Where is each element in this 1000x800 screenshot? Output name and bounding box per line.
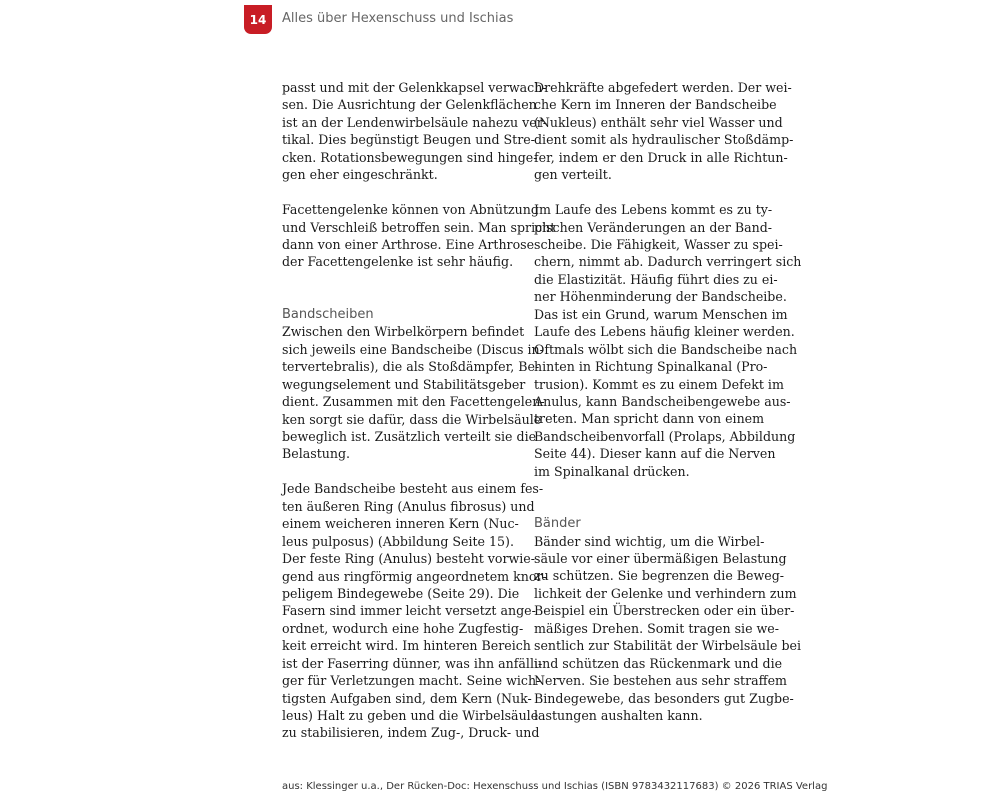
text-line: ordnet, wodurch eine hohe Zugfestig- bbox=[282, 620, 524, 636]
text-line: ist an der Lendenwirbelsäule nahezu ver- bbox=[282, 114, 547, 130]
paragraph-gap bbox=[282, 271, 526, 306]
text-line: (Nukleus) enthält sehr viel Wasser und bbox=[534, 114, 783, 130]
text-line: pischen Veränderungen an der Band- bbox=[534, 219, 773, 235]
text-line: Nerven. Sie bestehen aus sehr straffem bbox=[534, 673, 787, 689]
text-line: leus) Halt zu geben und die Wirbelsäule bbox=[282, 708, 539, 723]
text-line: hinten in Richtung Spinalkanal (Pro- bbox=[534, 359, 768, 375]
text-line: zu stabilisieren, indem Zug-, Druck- und bbox=[282, 725, 540, 741]
text-line: gend aus ringförmig angeordnetem knor- bbox=[282, 568, 547, 584]
text-line: leus pulposus) (Abbildung Seite 15). bbox=[282, 533, 514, 549]
text-line: und schützen das Rückenmark und die bbox=[534, 655, 783, 671]
text-line: sentlich zur Stabilität der Wirbelsäule bei bbox=[534, 638, 802, 654]
text-line: ken sorgt sie dafür, dass die Wirbelsäule bbox=[282, 411, 542, 427]
text-line: tervertebralis), die als Stoßdämpfer, Be- bbox=[282, 359, 540, 375]
paragraph bbox=[534, 533, 802, 725]
text-line: säule vor einer übermäßigen Belastung bbox=[534, 551, 787, 566]
text-line: Zwischen den Wirbelkörpern befindet bbox=[282, 324, 525, 340]
text-line: und Verschleiß betroffen sein. Man spricht bbox=[282, 219, 556, 235]
text-line: che Kern im Inneren der Bandscheibe bbox=[534, 97, 777, 113]
paragraph bbox=[534, 79, 794, 184]
text-line: cken. Rotationsbewegungen sind hinge- bbox=[282, 149, 538, 165]
text-line: ner Höhenminderung der Bandscheibe. bbox=[534, 289, 787, 305]
text-line: Drehkräfte abgefedert werden. Der wei- bbox=[534, 80, 792, 95]
text-line: Bindegewebe, das besonders gut Zugbe- bbox=[534, 690, 794, 706]
text-line: mäßiges Drehen. Somit tragen sie we- bbox=[534, 620, 780, 636]
text-line: gen eher eingeschränkt. bbox=[282, 167, 438, 183]
text-line: lastungen aushalten kann. bbox=[534, 707, 703, 723]
text-line: lichkeit der Gelenke und verhindern zum bbox=[534, 585, 797, 601]
text-line: sen. Die Ausrichtung der Gelenkflächen bbox=[282, 97, 537, 113]
text-line: dient. Zusammen mit den Facettengelen- bbox=[282, 394, 545, 410]
text-line: passt und mit der Gelenkkapsel verwach- bbox=[282, 80, 547, 95]
paragraph bbox=[282, 201, 556, 271]
right-text-column bbox=[534, 79, 802, 724]
paragraph bbox=[282, 79, 547, 184]
text-line: Belastung. bbox=[282, 446, 351, 462]
text-line: dann von einer Arthrose. Eine Arthrose bbox=[282, 237, 535, 252]
text-line: Der feste Ring (Anulus) besteht vorwie- bbox=[282, 551, 536, 567]
text-line: fer, indem er den Druck in alle Richtun- bbox=[534, 149, 788, 165]
page-number-badge: 14 bbox=[244, 5, 272, 34]
paragraph bbox=[534, 201, 802, 480]
text-line: die Elastizität. Häufig führt dies zu ei- bbox=[534, 271, 778, 287]
text-line: scheibe. Die Fähigkeit, Wasser zu spei- bbox=[534, 237, 783, 252]
paragraph-gap bbox=[282, 463, 526, 481]
text-line: zu schützen. Sie begrenzen die Beweg- bbox=[534, 568, 785, 584]
text-line: Seite 44). Dieser kann auf die Nerven bbox=[534, 446, 776, 462]
paragraph bbox=[282, 323, 545, 463]
text-line: peligem Bindegewebe (Seite 29). Die bbox=[282, 585, 520, 601]
text-line: Bänder sind wichtig, um die Wirbel- bbox=[534, 533, 765, 549]
source-footer: aus: Klessinger u.a., Der Rücken-Doc: Hexenschuss und Ischias (ISBN 9783432117683) © 2026 TRIAS Verlag bbox=[282, 781, 828, 792]
left-text-column bbox=[282, 79, 556, 742]
text-line: Oftmals wölbt sich die Bandscheibe nach bbox=[534, 341, 798, 357]
text-line: keit erreicht wird. Im hinteren Bereich bbox=[282, 638, 531, 654]
section-heading: Bänder bbox=[534, 516, 581, 532]
paragraph bbox=[282, 480, 547, 742]
text-line: trusion). Kommt es zu einem Defekt im bbox=[534, 376, 784, 392]
text-line: beweglich ist. Zusätzlich verteilt sie die bbox=[282, 428, 537, 444]
text-line: ist der Faserring dünner, was ihn anfälli- bbox=[282, 655, 543, 671]
text-line: Facettengelenke können von Abnützung bbox=[282, 202, 539, 218]
text-line: gen verteilt. bbox=[534, 167, 612, 183]
text-line: wegungselement und Stabilitätsgeber bbox=[282, 376, 526, 392]
text-line: Beispiel ein Überstrecken oder ein über- bbox=[534, 603, 795, 619]
text-line: Das ist ein Grund, warum Menschen im bbox=[534, 306, 788, 322]
text-line: im Spinalkanal drücken. bbox=[534, 463, 690, 479]
paragraph-gap bbox=[534, 480, 778, 515]
text-line: ten äußeren Ring (Anulus fibrosus) und bbox=[282, 498, 535, 514]
text-line: ger für Verletzungen macht. Seine wich- bbox=[282, 673, 541, 689]
section-heading: Bandscheiben bbox=[282, 306, 374, 322]
text-line: dient somit als hydraulischer Stoßdämp- bbox=[534, 132, 794, 148]
text-line: Bandscheibenvorfall (Prolaps, Abbildung bbox=[534, 428, 796, 444]
text-line: tikal. Dies begünstigt Beugen und Stre- bbox=[282, 132, 535, 148]
text-line: chern, nimmt ab. Dadurch verringert sich bbox=[534, 254, 802, 270]
text-line: sich jeweils eine Bandscheibe (Discus in- bbox=[282, 341, 544, 357]
paragraph-gap bbox=[282, 184, 526, 202]
text-line: Anulus, kann Bandscheibengewebe aus- bbox=[534, 393, 791, 409]
text-line: Laufe des Lebens häufig kleiner werden. bbox=[534, 324, 795, 340]
text-line: tigsten Aufgaben sind, dem Kern (Nuk- bbox=[282, 690, 532, 706]
text-line: treten. Man spricht dann von einem bbox=[534, 411, 765, 427]
text-line: der Facettengelenke ist sehr häufig. bbox=[282, 254, 514, 270]
running-title: Alles über Hexenschuss und Ischias bbox=[282, 11, 514, 26]
text-line: Jede Bandscheibe besteht aus einem fes- bbox=[282, 481, 544, 497]
text-line: Im Laufe des Lebens kommt es zu ty- bbox=[534, 202, 773, 218]
text-line: einem weicheren inneren Kern (Nuc- bbox=[282, 516, 519, 532]
paragraph-gap bbox=[534, 184, 778, 202]
text-line: Fasern sind immer leicht versetzt ange- bbox=[282, 603, 536, 619]
